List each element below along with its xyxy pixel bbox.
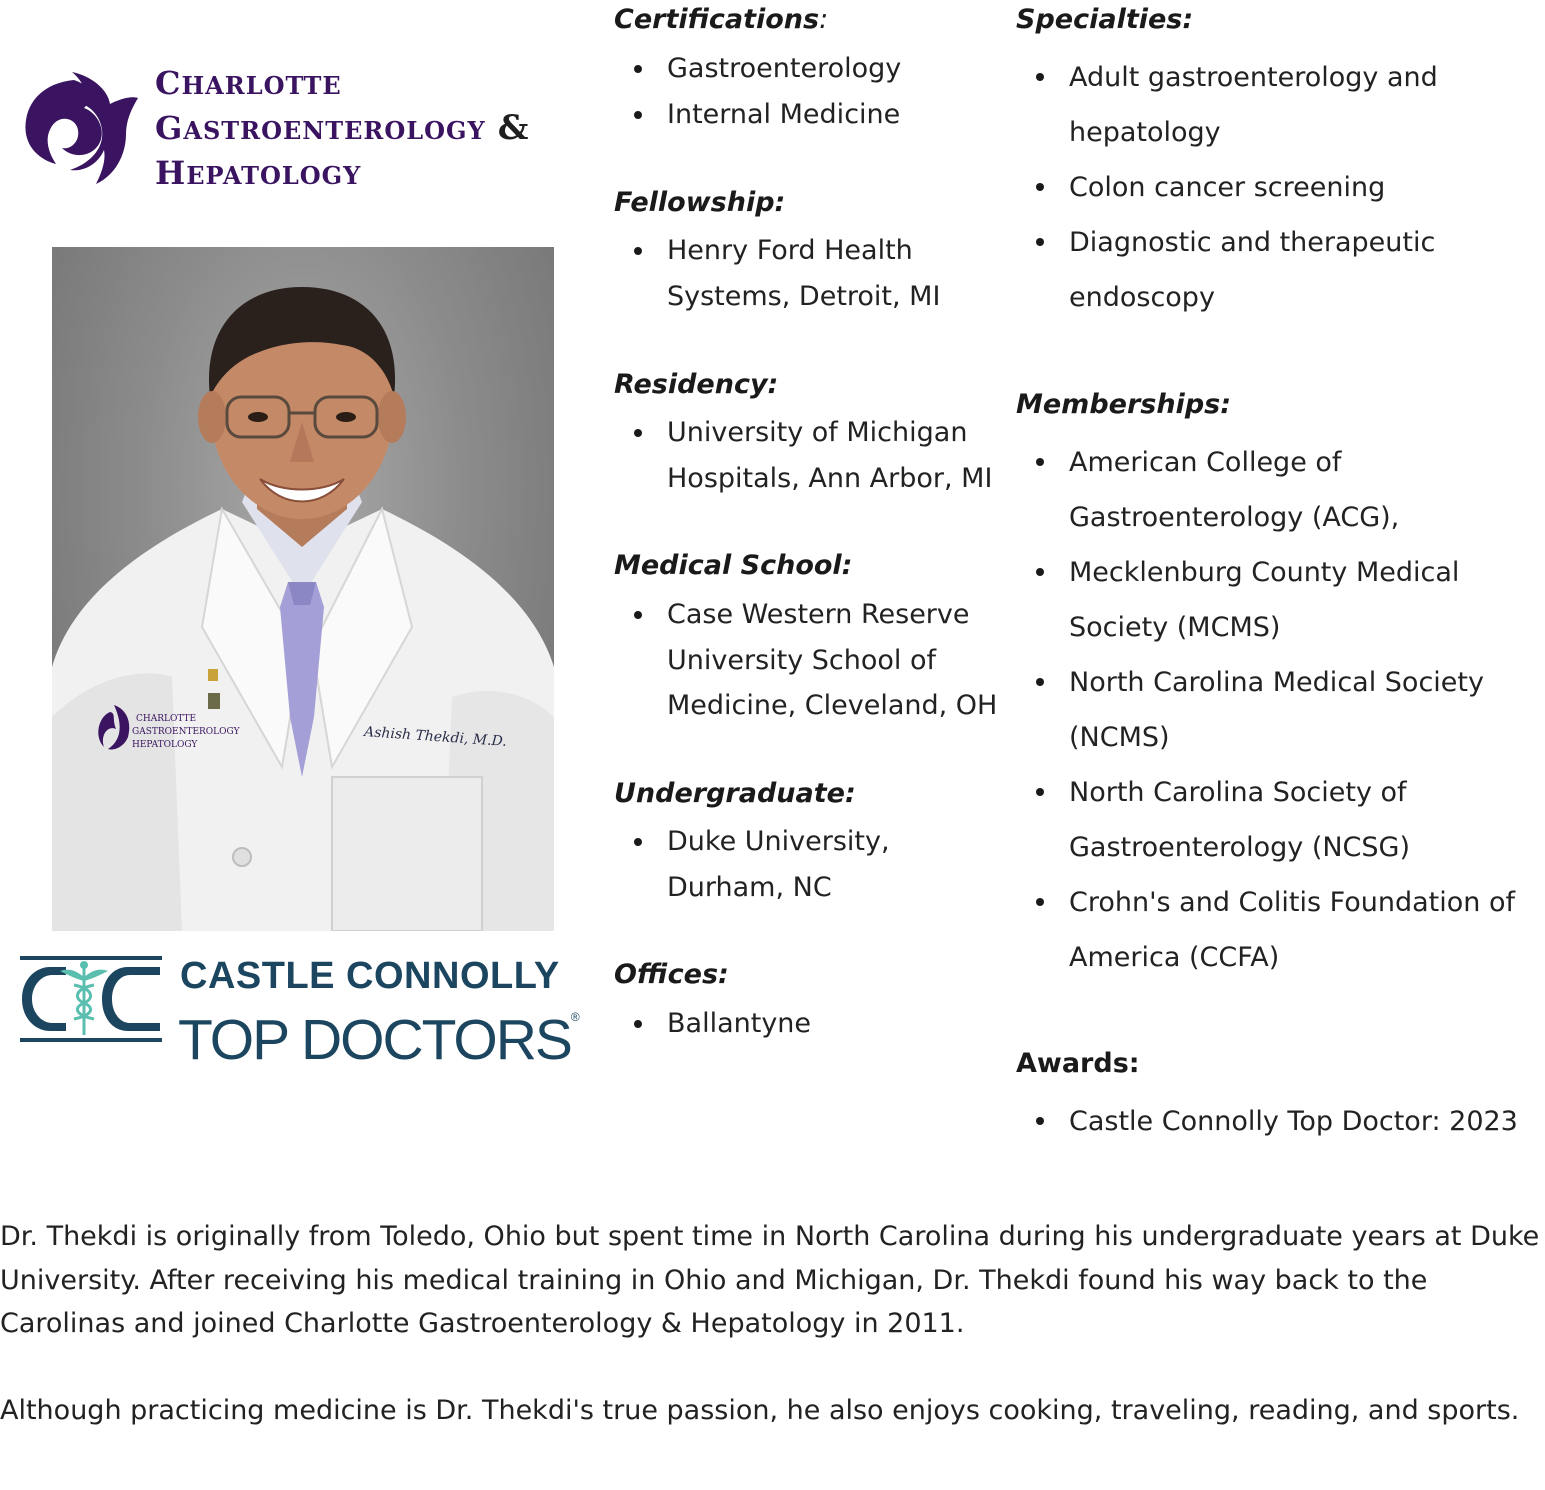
list-item: Mecklenburg County Medical Society (MCMS): [1016, 545, 1536, 655]
svg-text:GASTROENTEROLOGY: GASTROENTEROLOGY: [132, 727, 240, 737]
list-item: American College of Gastroenterology (ACG),: [1016, 435, 1536, 545]
undergraduate-list: [614, 819, 1009, 910]
list-item: Adult gastroenterology and hepatology: [1016, 50, 1486, 160]
list-item: Gastroenterology: [614, 46, 1014, 92]
medical-school-list: [614, 592, 1009, 729]
specialties-heading: Specialties:: [1016, 4, 1194, 35]
awards-list: [1016, 1094, 1545, 1149]
list-item: North Carolina Society of Gastroenterology (NCSG): [1016, 765, 1536, 875]
list-item: Crohn's and Colitis Foundation of America (CCFA): [1016, 875, 1536, 985]
list-item: University of Michigan Hospitals, Ann Arbor, MI: [614, 410, 1004, 501]
list-item: North Carolina Medical Society (NCMS): [1016, 655, 1536, 765]
doctor-portrait-illustration: [52, 247, 554, 931]
list-item: Colon cancer screening: [1016, 160, 1486, 215]
medical-school-heading: Medical School:: [614, 550, 853, 581]
fellowship-list: [614, 228, 994, 319]
bio-paragraph-1: Dr. Thekdi is originally from Toledo, Ohio but spent time in North Carolina during his undergraduate years at Duke University. After receiving his medical training in Ohio and Michigan, Dr. Thekdi found his way back to the Carolinas and joined Charlotte Gastroenterology & Hepatology in 2011.: [0, 1221, 1540, 1339]
list-item: Duke University, Durham, NC: [614, 819, 1009, 910]
doctor-portrait-photo: [52, 247, 554, 931]
offices-heading: Offices:: [614, 959, 729, 990]
fellowship-heading: Fellowship:: [614, 187, 786, 218]
svg-text:HEPATOLOGY: HEPATOLOGY: [132, 740, 198, 750]
specialties-list: [1016, 50, 1486, 325]
awards-heading: Awards:: [1016, 1048, 1140, 1079]
practice-logo-text: CHARLOTTE GASTROENTEROLOGY & HEPATOLOGY: [155, 64, 530, 192]
list-item: Henry Ford Health Systems, Detroit, MI: [614, 228, 994, 319]
list-item: Diagnostic and therapeutic endoscopy: [1016, 215, 1486, 325]
list-item: Case Western Reserve University School of Medicine, Cleveland, OH: [614, 592, 1009, 729]
top-doctors-title: TOP DOCTORS®: [178, 1008, 580, 1072]
list-item: Castle Connolly Top Doctor: 2023: [1016, 1094, 1545, 1149]
certifications-list: [614, 46, 1014, 137]
memberships-list: [1016, 435, 1536, 985]
residency-list: [614, 410, 1004, 501]
svg-text:CHARLOTTE: CHARLOTTE: [136, 714, 197, 724]
list-item: Internal Medicine: [614, 92, 1014, 138]
residency-heading: Residency:: [614, 369, 779, 400]
practice-logo-icon: [22, 68, 140, 188]
practice-logo: [22, 62, 542, 192]
list-item: Ballantyne: [614, 1001, 1004, 1047]
caduceus-icon: [20, 955, 162, 1043]
undergraduate-heading: Undergraduate:: [614, 778, 856, 809]
certifications-heading: Certifications:: [614, 4, 829, 35]
coat-embroidered-name: Ashish Thekdi, M.D.: [363, 724, 508, 750]
castle-connolly-logo: [20, 955, 590, 1072]
bio-paragraph-2: Although practicing medicine is Dr. Thekdi's true passion, he also enjoys cooking, traveling, reading, and sports.: [0, 1395, 1520, 1426]
castle-connolly-title: CASTLE CONNOLLY: [180, 955, 560, 997]
offices-list: [614, 1001, 1004, 1047]
memberships-heading: Memberships:: [1016, 389, 1232, 420]
